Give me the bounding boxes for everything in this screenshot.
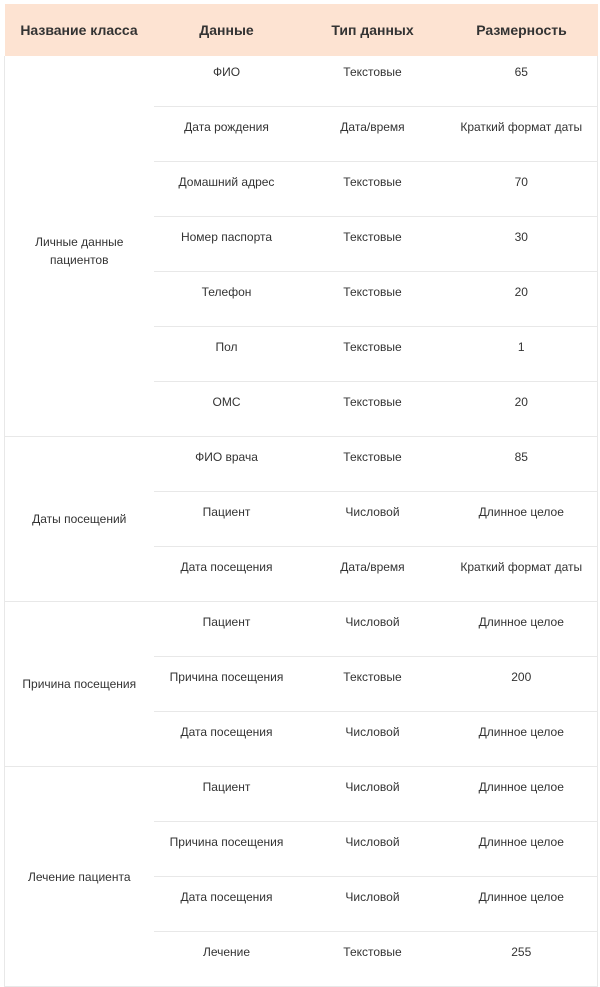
data-cell: Причина посещения bbox=[154, 657, 300, 712]
table-row bbox=[5, 437, 598, 492]
dimension-cell: 1 bbox=[446, 327, 598, 382]
data-cell: Пациент bbox=[154, 492, 300, 547]
data-table bbox=[4, 4, 598, 987]
table-row bbox=[5, 602, 598, 657]
data-cell: ОМС bbox=[154, 382, 300, 437]
data-cell: Пациент bbox=[154, 767, 300, 822]
dimension-cell: 85 bbox=[446, 437, 598, 492]
table-row bbox=[5, 56, 598, 107]
dimension-cell: Длинное целое bbox=[446, 712, 598, 767]
data-cell: Дата посещения bbox=[154, 547, 300, 602]
data-type-cell: Числовой bbox=[300, 767, 446, 822]
header-data: Данные bbox=[199, 22, 254, 38]
dimension-cell: 65 bbox=[446, 56, 598, 107]
dimension-cell: 70 bbox=[446, 162, 598, 217]
data-type-cell: Числовой bbox=[300, 712, 446, 767]
dimension-cell: 200 bbox=[446, 657, 598, 712]
dimension-cell: Длинное целое bbox=[446, 822, 598, 877]
dimension-cell: Длинное целое bbox=[446, 877, 598, 932]
data-cell: Лечение bbox=[154, 932, 300, 987]
data-type-cell: Числовой bbox=[300, 602, 446, 657]
dimension-cell: 30 bbox=[446, 217, 598, 272]
dimension-cell: Длинное целое bbox=[446, 767, 598, 822]
data-cell: ФИО bbox=[154, 56, 300, 107]
header-row bbox=[5, 4, 598, 56]
header-dimension: Размерность bbox=[476, 22, 567, 38]
class-name-cell: Даты посещений bbox=[5, 437, 154, 602]
data-cell: Номер паспорта bbox=[154, 217, 300, 272]
data-cell: ФИО врача bbox=[154, 437, 300, 492]
dimension-cell: 20 bbox=[446, 272, 598, 327]
data-type-cell: Текстовые bbox=[300, 327, 446, 382]
data-type-cell: Числовой bbox=[300, 822, 446, 877]
data-type-cell: Текстовые bbox=[300, 382, 446, 437]
data-cell: Пациент bbox=[154, 602, 300, 657]
dimension-cell: 255 bbox=[446, 932, 598, 987]
table-row bbox=[5, 767, 598, 822]
class-name-cell: Лечение пациента bbox=[5, 767, 154, 987]
data-cell: Дата рождения bbox=[154, 107, 300, 162]
data-cell: Дата посещения bbox=[154, 712, 300, 767]
data-type-cell: Дата/время bbox=[300, 547, 446, 602]
dimension-cell: Длинное целое bbox=[446, 602, 598, 657]
table-body bbox=[5, 56, 598, 987]
data-cell: Пол bbox=[154, 327, 300, 382]
dimension-cell: 20 bbox=[446, 382, 598, 437]
data-type-cell: Числовой bbox=[300, 492, 446, 547]
header-data-type: Тип данных bbox=[331, 22, 414, 38]
dimension-cell: Краткий формат даты bbox=[446, 547, 598, 602]
table-header bbox=[5, 4, 598, 56]
data-type-cell: Текстовые bbox=[300, 272, 446, 327]
data-type-cell: Текстовые bbox=[300, 56, 446, 107]
data-type-cell: Текстовые bbox=[300, 657, 446, 712]
class-name-cell: Личные данные пациентов bbox=[5, 56, 154, 437]
class-name-cell: Причина посещения bbox=[5, 602, 154, 767]
dimension-cell: Длинное целое bbox=[446, 492, 598, 547]
data-type-cell: Дата/время bbox=[300, 107, 446, 162]
data-type-cell: Текстовые bbox=[300, 932, 446, 987]
data-cell: Телефон bbox=[154, 272, 300, 327]
data-type-cell: Числовой bbox=[300, 877, 446, 932]
data-type-cell: Текстовые bbox=[300, 437, 446, 492]
data-type-cell: Текстовые bbox=[300, 217, 446, 272]
header-class-name: Название класса bbox=[20, 22, 138, 38]
dimension-cell: Краткий формат даты bbox=[446, 107, 598, 162]
data-cell: Домашний адрес bbox=[154, 162, 300, 217]
data-cell: Причина посещения bbox=[154, 822, 300, 877]
data-cell: Дата посещения bbox=[154, 877, 300, 932]
data-type-cell: Текстовые bbox=[300, 162, 446, 217]
